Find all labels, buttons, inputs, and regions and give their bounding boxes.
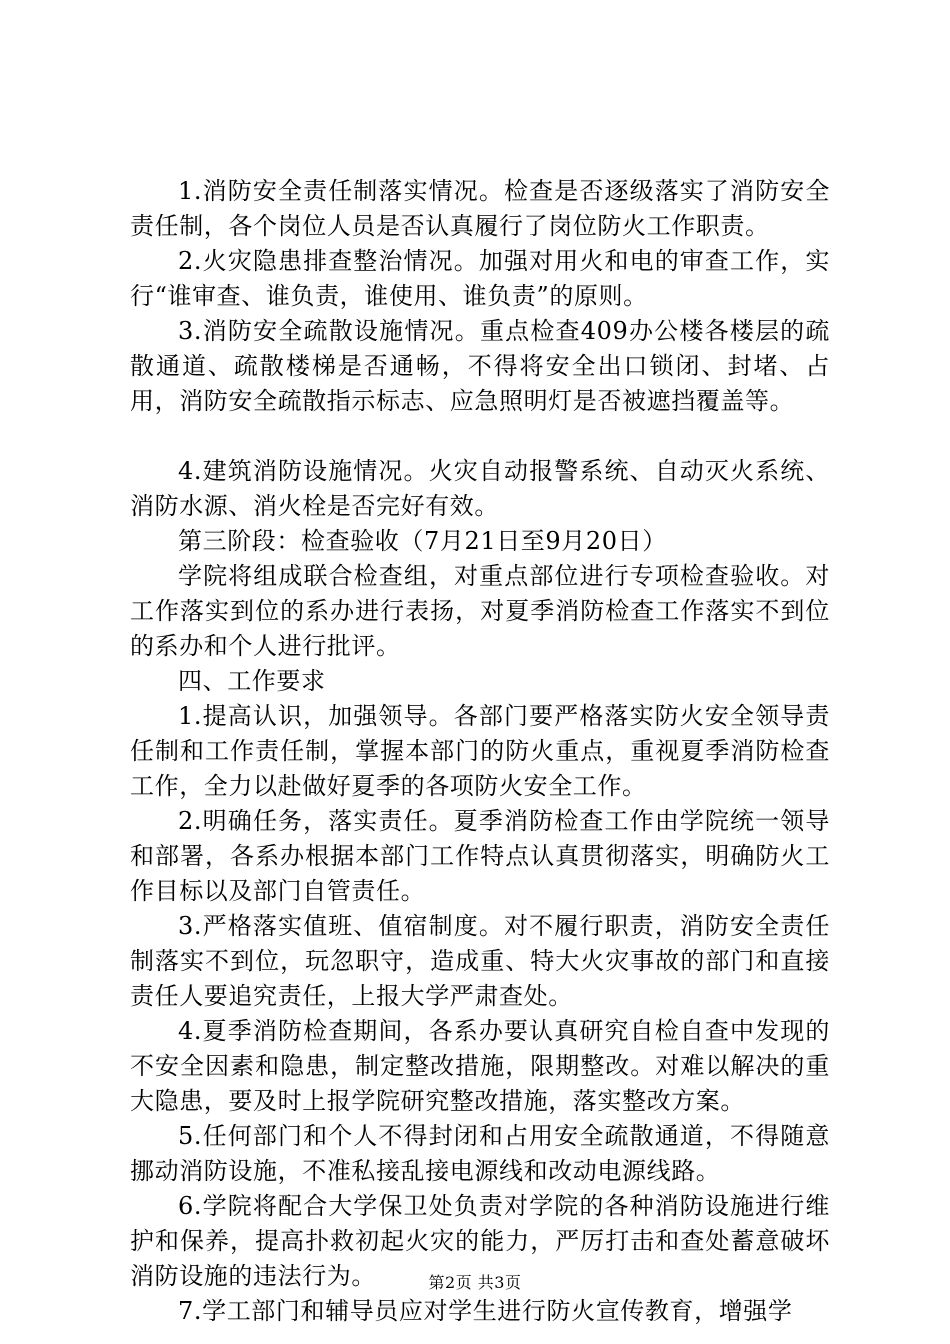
page-number-footer: 第2页 共3页 <box>428 1273 522 1292</box>
paragraph-requirement-1: 1.提高认识，加强领导。各部门要严格落实防火安全领导责任制和工作责任制，掌握本部门的防火重点，重视夏季消防检查工作，全力以赴做好夏季的各项防火安全工作。 <box>130 702 830 800</box>
section-heading-work-requirements: 四、工作要求 <box>178 667 326 695</box>
paragraph-joint-inspection: 学院将组成联合检查组，对重点部位进行专项检查验收。对工作落实到位的系办进行表扬，对夏季消防检查工作落实不到位的系办和个人进行批评。 <box>130 562 830 660</box>
paragraph-responsibility-system: 1.消防安全责任制落实情况。检查是否逐级落实了消防安全责任制，各个岗位人员是否认真履行了岗位防火工作职责。 <box>130 177 830 240</box>
paragraph-hazard-inspection: 2.火灾隐患排查整治情况。加强对用火和电的审查工作，实行“谁审查、谁负责，谁使用、谁负责”的原则。 <box>130 247 830 310</box>
paragraph-evacuation-facilities: 3.消防安全疏散设施情况。重点检查409办公楼各楼层的疏散通道、疏散楼梯是否通畅，不得将安全出口锁闭、封堵、占用，消防安全疏散指示标志、应急照明灯是否被遮挡覆盖等。 <box>130 317 830 415</box>
paragraph-building-fire-facilities: 4.建筑消防设施情况。火灾自动报警系统、自动灭火系统、消防水源、消火栓是否完好有效。 <box>130 457 830 520</box>
paragraph-requirement-7: 7.学工部门和辅导员应对学生进行防火宣传教育，增强学 <box>178 1297 793 1325</box>
paragraph-requirement-4: 4.夏季消防检查期间，各系办要认真研究自检自查中发现的不安全因素和隐患，制定整改措施，限期整改。对难以解决的重大隐患，要及时上报学院研究整改措施，落实整改方案。 <box>130 1017 830 1115</box>
section-heading-phase-three: 第三阶段：检查验收（7月21日至9月20日） <box>178 527 667 555</box>
paragraph-requirement-5: 5.任何部门和个人不得封闭和占用安全疏散通道，不得随意挪动消防设施，不准私接乱接电源线和改动电源线路。 <box>130 1122 830 1185</box>
paragraph-requirement-2: 2.明确任务，落实责任。夏季消防检查工作由学院统一领导和部署，各系办根据本部门工作特点认真贯彻落实，明确防火工作目标以及部门自管责任。 <box>130 807 830 905</box>
document-body <box>130 174 830 1329</box>
paragraph-requirement-6: 6.学院将配合大学保卫处负责对学院的各种消防设施进行维护和保养，提高扑救初起火灾的能力，严厉打击和查处蓄意破坏消防设施的违法行为。 <box>130 1192 830 1290</box>
paragraph-requirement-3: 3.严格落实值班、值宿制度。对不履行职责，消防安全责任制落实不到位，玩忽职守，造成重、特大火灾事故的部门和直接责任人要追究责任，上报大学严肃查处。 <box>130 912 830 1010</box>
